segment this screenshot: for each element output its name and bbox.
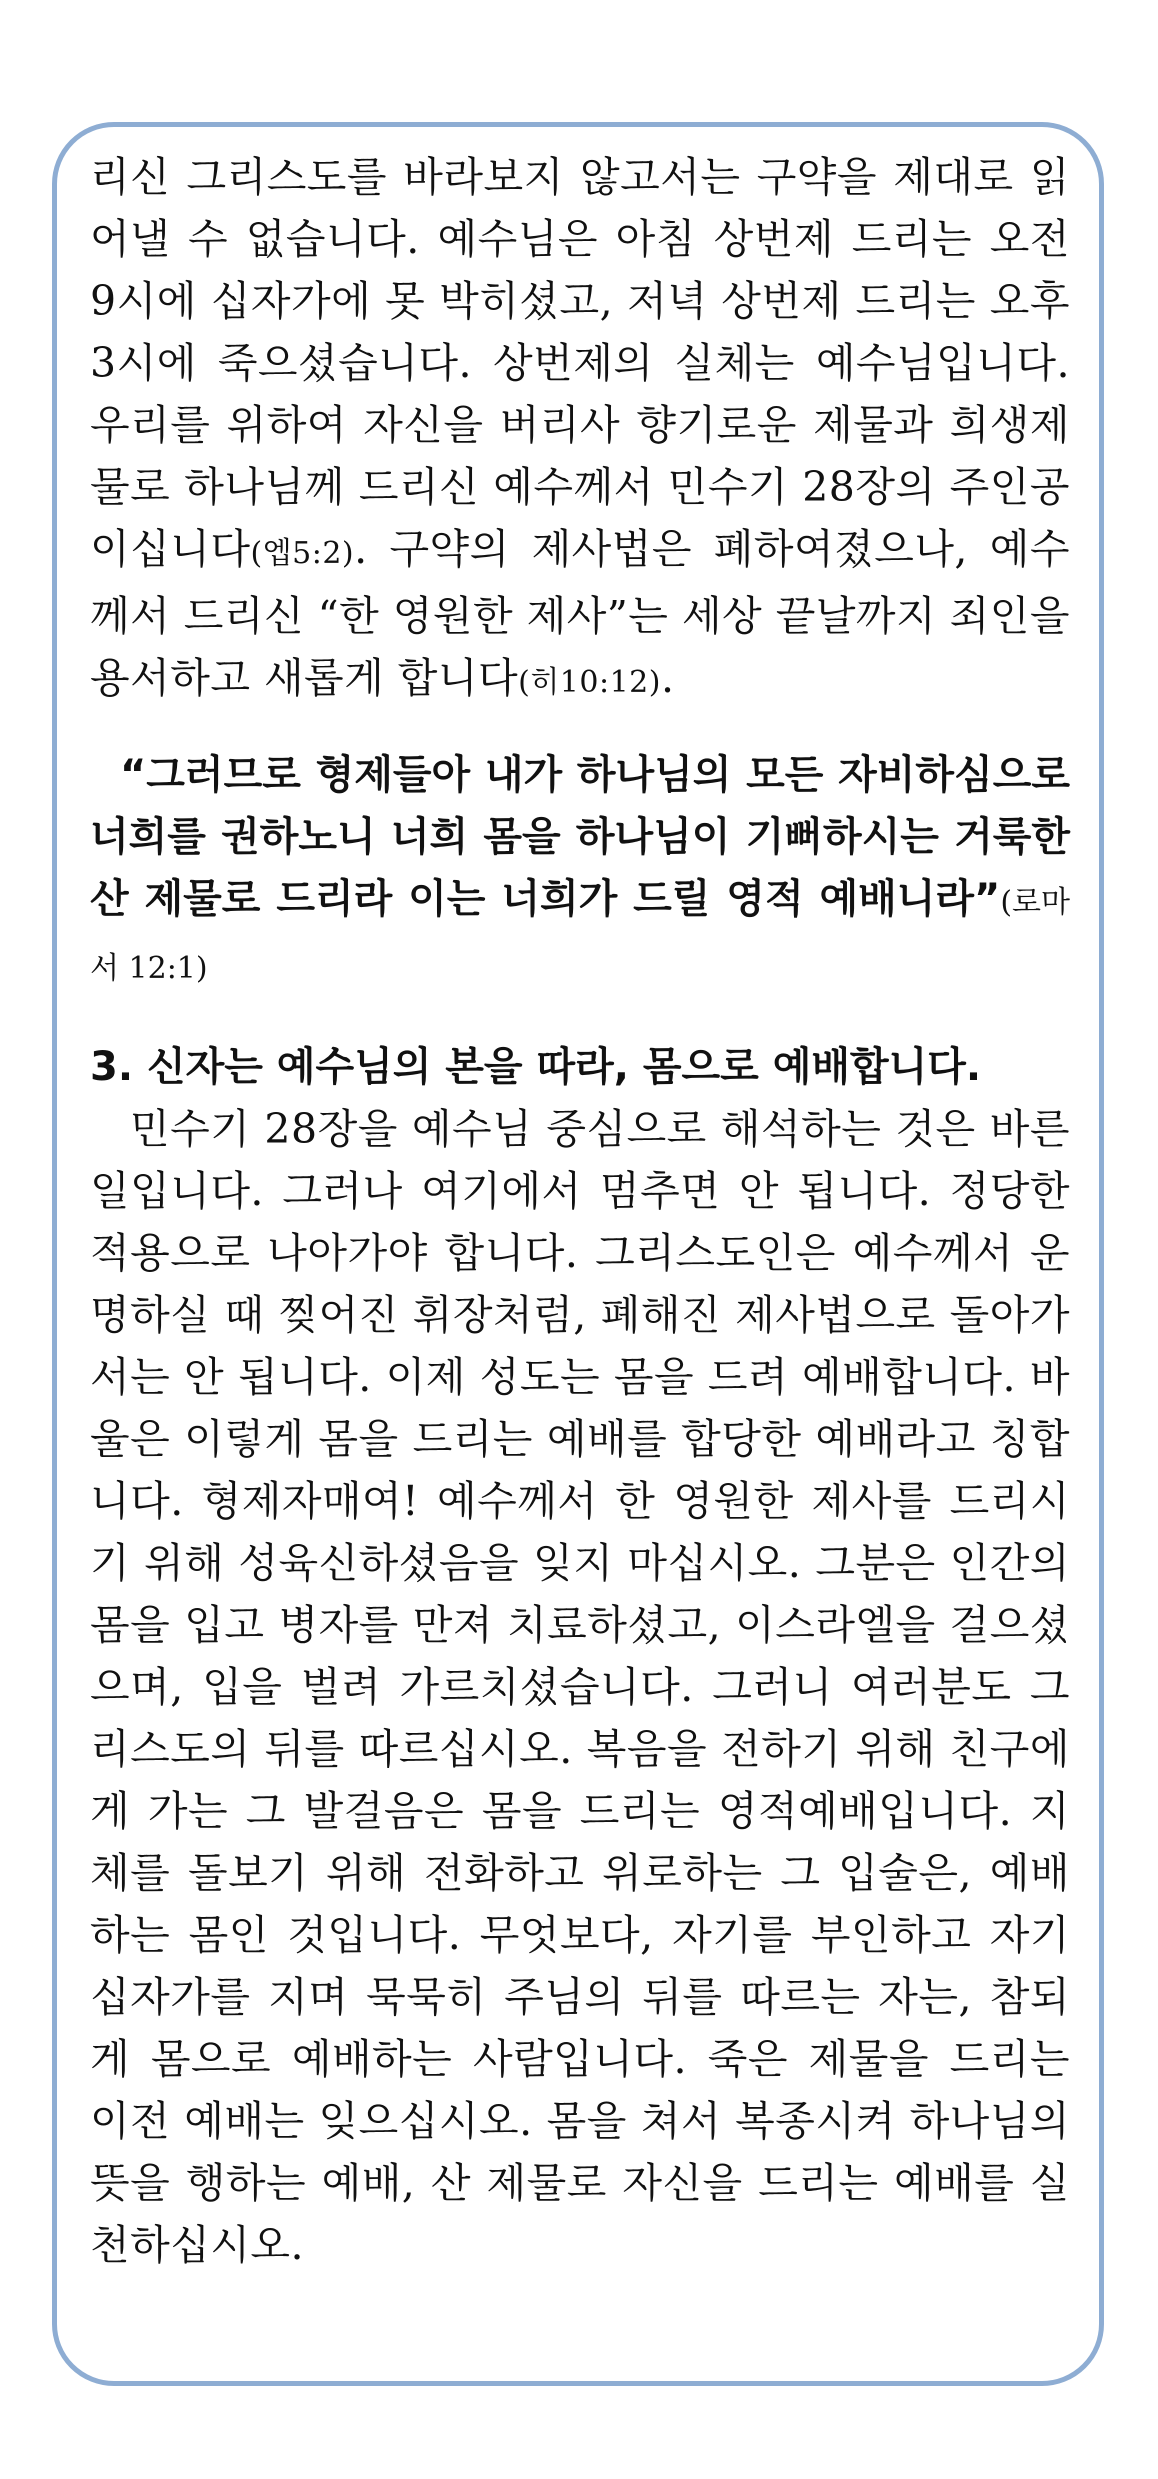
document-content xyxy=(90,146,1070,2276)
section-heading: 3. 신자는 예수님의 본을 따라, 몸으로 예배합니다. xyxy=(90,1044,982,1090)
reference-hebrews: (히10:12) xyxy=(518,665,661,700)
paragraph-intro-text-a: 리신 그리스도를 바라보지 않고서는 구약을 제대로 읽어낼 수 없습니다. 예수님은 아침 상번제 드리는 오전 9시에 십자가에 못 박히셨고, 저녁 상번제 드리는 오후 3시에 죽으셨습니다. 상번제의 실체는 예수님입니다. 우리를 위하여 자신을 버리사 향기로운 제물과 희생제물로 하나님께 드리신 예수께서 민수기 28장의 주인공이십니다 xyxy=(90,153,1070,573)
paragraph-intro-text-c: . xyxy=(660,654,675,702)
reference-romans: (로마서 12:1) xyxy=(90,885,1070,986)
paragraph-intro-text-b: . 구약의 제사법은 폐하여졌으나, 예수께서 드리신 “한 영원한 제사”는 세상 끝날까지 죄인을 용서하고 새롭게 합니다 xyxy=(90,525,1070,702)
scripture-quote xyxy=(90,744,1070,1000)
section-body: 민수기 28장을 예수님 중심으로 해석하는 것은 바른 일입니다. 그러나 여기에서 멈추면 안 됩니다. 정당한 적용으로 나아가야 합니다. 그리스도인은 예수께서 운명하실 때 찢어진 휘장처럼, 폐해진 제사법으로 돌아가서는 안 됩니다. 이제 성도는 몸을 드려 예배합니다. 바울은 이렇게 몸을 드리는 예배를 합당한 예배라고 칭합니다. 형제자매여! 예수께서 한 영원한 제사를 드리시기 위해 성육신하셨음을 잊지 마십시오. 그분은 인간의 몸을 입고 병자를 만져 치료하셨고, 이스라엘을 걸으셨으며, 입을 벌려 가르치셨습니다. 그러니 여러분도 그리스도의 뒤를 따르십시오. 복음을 전하기 위해 친구에게 가는 그 발걸음은 몸을 드리는 영적예배입니다. 지체를 돌보기 위해 전화하고 위로하는 그 입술은, 예배하는 몸인 것입니다. 무엇보다, 자기를 부인하고 자기 십자가를 지며 묵묵히 주님의 뒤를 따르는 자는, 참되게 몸으로 예배하는 사람입니다. 죽은 제물을 드리는 이전 예배는 잊으십시오. 몸을 쳐서 복종시켜 하나님의 뜻을 행하는 예배, 산 제물로 자신을 드리는 예배를 실천하십시오. xyxy=(90,1105,1070,2269)
scripture-quote-text: “그러므로 형제들아 내가 하나님의 모든 자비하심으로 너희를 권하노니 너희 몸을 하나님이 기뻐하시는 거룩한 산 제물로 드리라 이는 너희가 드릴 영적 예배니라” xyxy=(90,752,1070,922)
reference-ephesians: (엡5:2) xyxy=(250,536,355,571)
paragraph-intro xyxy=(90,146,1070,714)
